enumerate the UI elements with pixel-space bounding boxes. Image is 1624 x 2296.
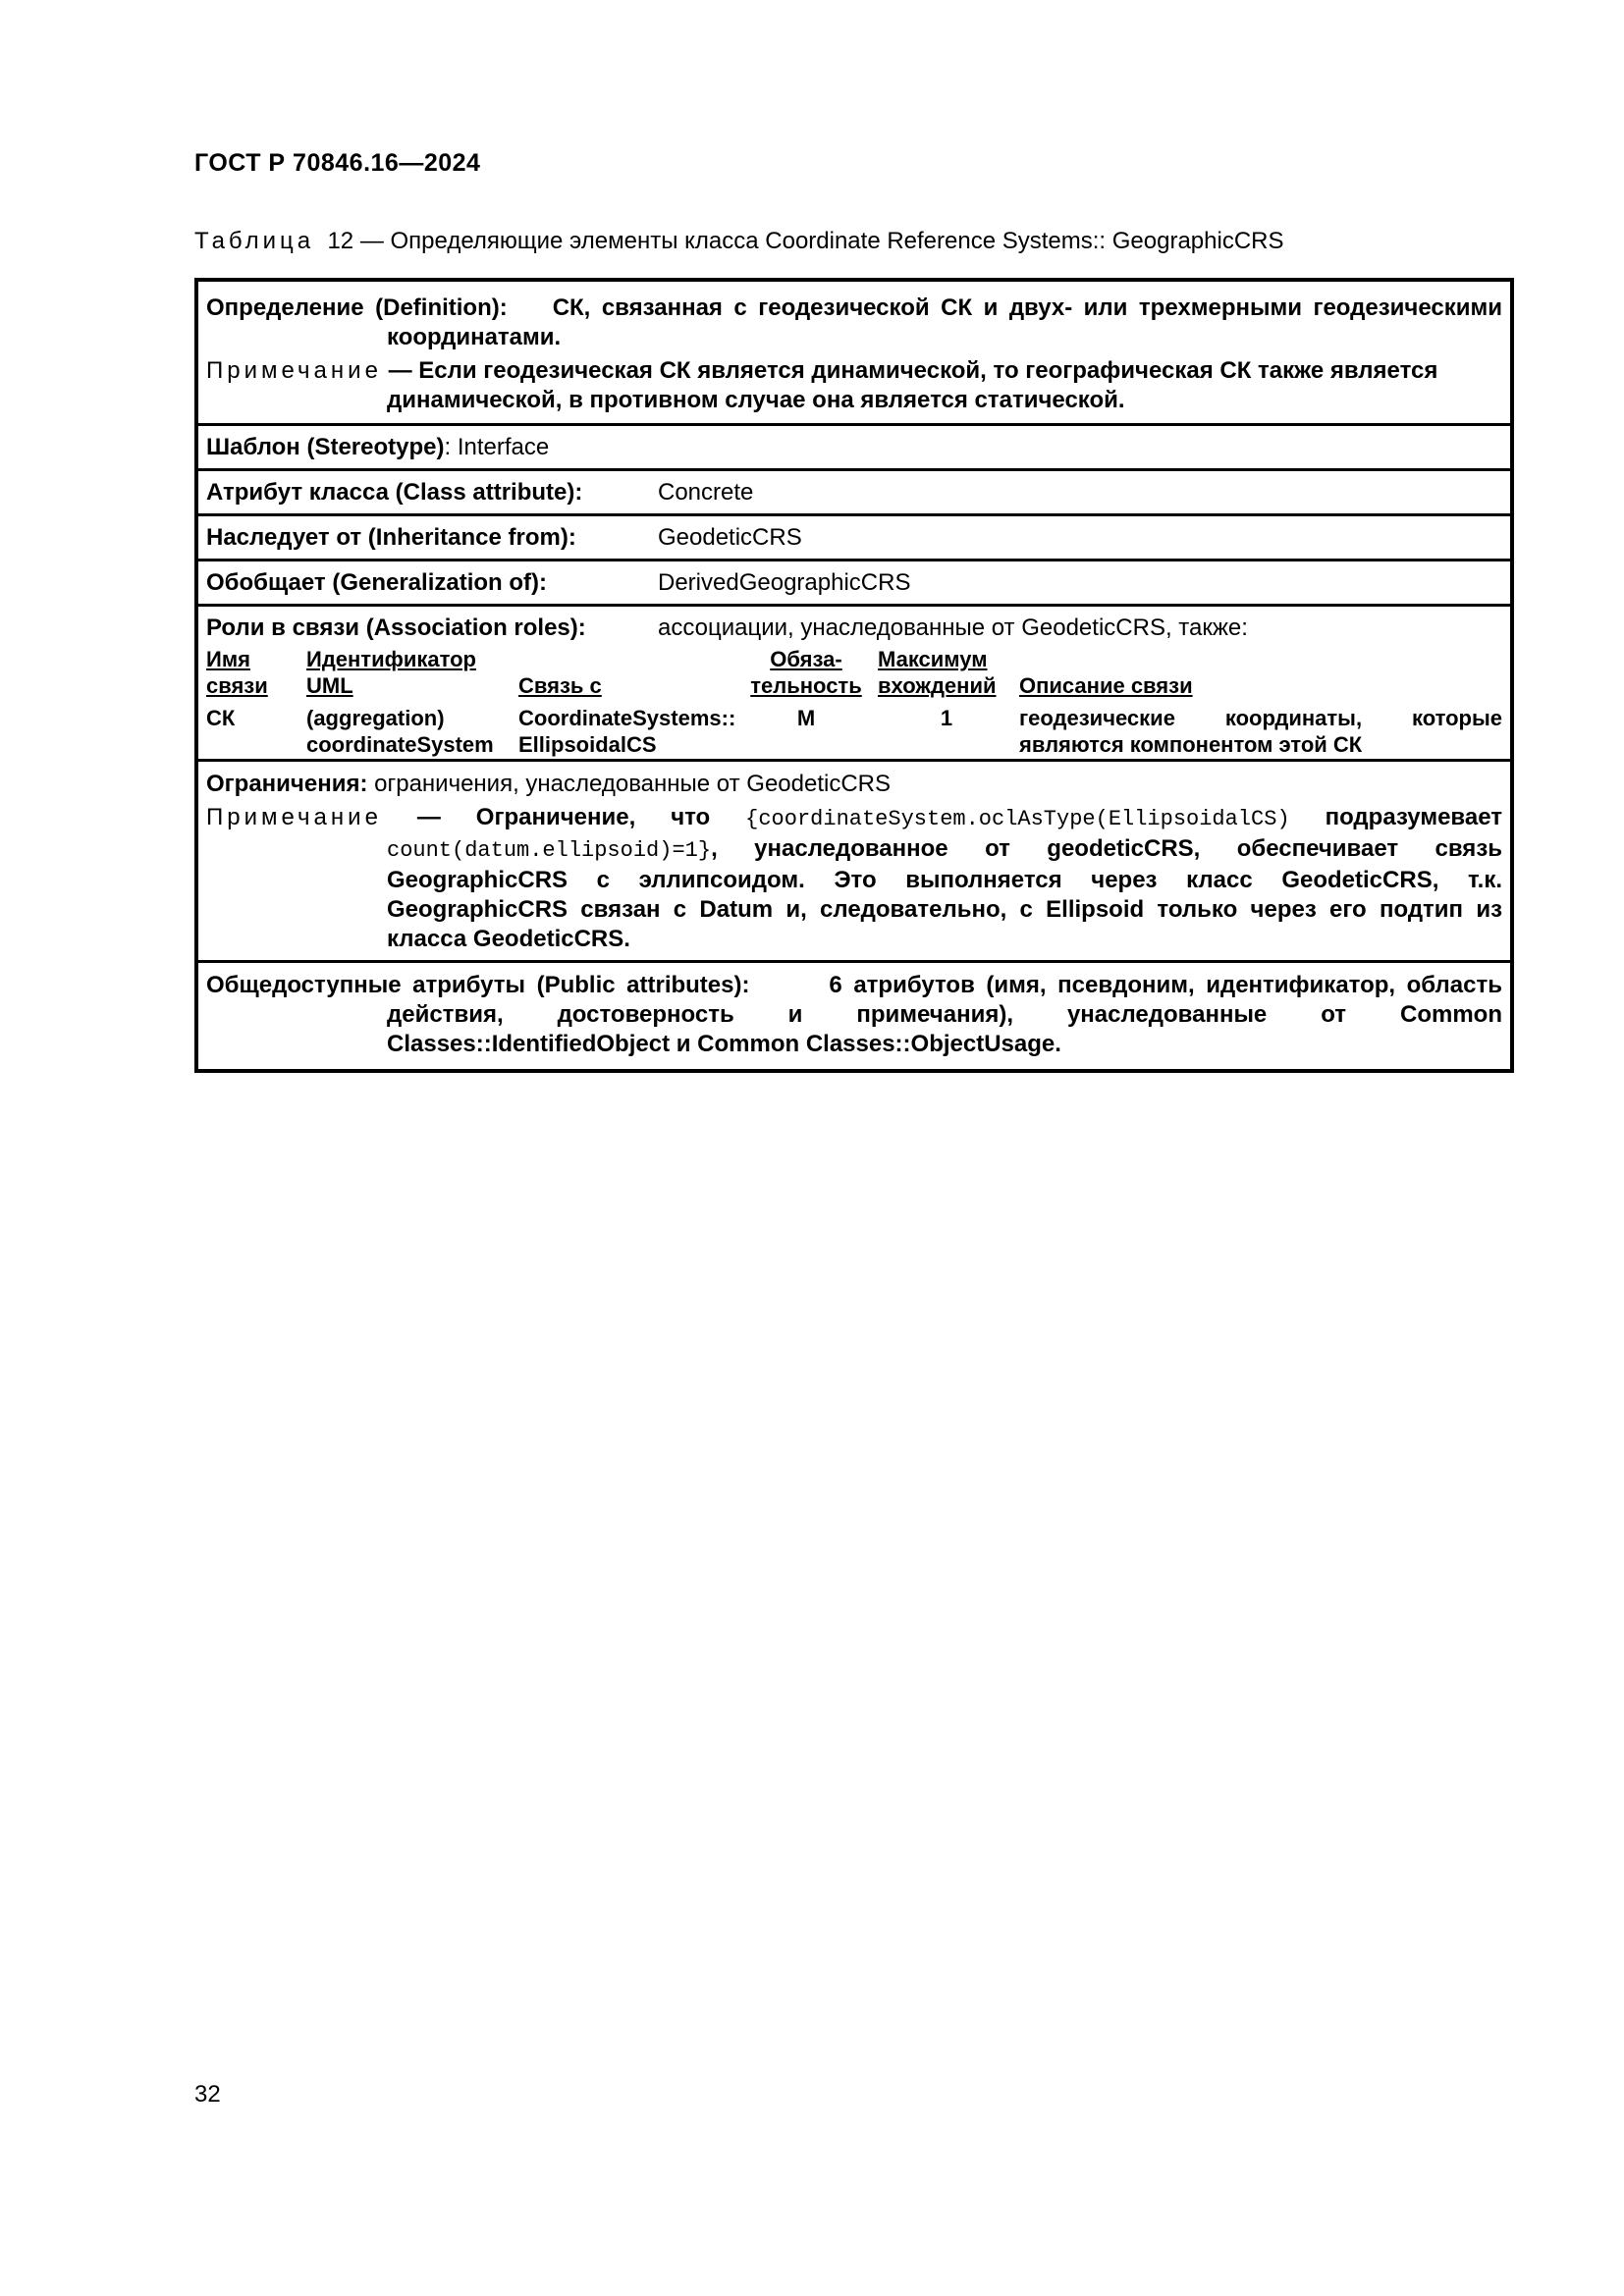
assoc-row-uml-1: (aggregation): [306, 706, 445, 730]
class-attribute-value: Concrete: [658, 479, 754, 506]
constraints-note-c: , унаследованное от geodeticCRS, обеспечивает связь GeographicCRS с эллипсоидом. Это выполняется через класс GeodeticCRS, т.к. GeographicCRS связан с Datum и, следовательно, с Ellipsoid только через его подтип из класса GeodeticCRS.: [387, 835, 1502, 952]
class-attribute-row: [198, 471, 1510, 516]
constraints-note-code2: count(datum.ellipsoid)=1}: [387, 838, 712, 863]
assoc-header-name-1: Имя: [206, 647, 250, 671]
association-value: ассоциации, унаследованные от GeodeticCRS, также:: [658, 614, 1248, 641]
constraints-note: [206, 803, 1502, 954]
assoc-header-oblig-1: Обяза-: [770, 647, 842, 671]
definition-note-text: — Если геодезическая СК является динамической, то географическая СК также является динамической, в противном случае она является статической.: [387, 357, 1438, 413]
assoc-header-link: [518, 672, 602, 699]
definition-block: [206, 294, 1502, 352]
assoc-row-desc-1b: координаты,: [1224, 706, 1363, 730]
stereotype-value: : Interface: [444, 434, 550, 460]
assoc-row-oblig: M: [796, 706, 816, 730]
table-caption-text: 12 — Определяющие элементы класса Coordinate Reference Systems:: GeographicCRS: [327, 228, 1284, 254]
inheritance-row: [198, 516, 1510, 561]
definition-note: [206, 356, 1502, 415]
assoc-header-name: [206, 646, 268, 699]
stereotype-label: Шаблон (Stereotype): [206, 434, 445, 460]
assoc-header-oblig: [748, 646, 864, 699]
assoc-row-desc: [1019, 705, 1502, 758]
constraints-label: Ограничения:: [206, 771, 368, 797]
definition-label: Определение (Definition):: [206, 294, 508, 321]
inheritance-value: GeodeticCRS: [658, 524, 802, 551]
assoc-row-desc-1a: геодезические: [1019, 706, 1175, 730]
class-definition-table: [194, 278, 1514, 1073]
constraints-row: [198, 762, 1510, 963]
assoc-header-max: [878, 646, 997, 699]
definition-text: СК, связанная с геодезической СК и двух- или трехмерными геодезическими координатами.: [387, 294, 1503, 350]
constraints-line: [206, 770, 1502, 799]
class-attribute-label: Атрибут класса (Class attribute):: [206, 479, 583, 506]
constraints-note-label: Примечание: [206, 804, 382, 830]
public-attributes-row: [198, 963, 1510, 1069]
assoc-header-max-1: Максимум: [878, 647, 988, 671]
public-attributes-label: Общедоступные атрибуты (Public attributes):: [206, 972, 750, 998]
assoc-row-desc-1c: которые: [1412, 706, 1502, 730]
assoc-row-link-2: EllipsoidalCS: [518, 732, 657, 757]
public-attributes-block: [206, 971, 1502, 1059]
assoc-header-uml-1: Идентификатор: [306, 647, 476, 671]
constraints-note-code1: {coordinateSystem.oclAsType(EllipsoidalCS): [745, 807, 1290, 831]
page-number: 32: [194, 2081, 221, 2108]
definition-row: [198, 282, 1510, 426]
generalization-label: Обобщает (Generalization of):: [206, 569, 547, 596]
standard-title: ГОСТ Р 70846.16—2024: [194, 149, 481, 177]
assoc-header-name-2: связи: [206, 673, 268, 698]
assoc-row-link-1: CoordinateSystems::: [518, 706, 736, 730]
assoc-header-link-text: Связь с: [518, 673, 602, 698]
assoc-header-desc-text: Описание связи: [1019, 673, 1193, 698]
assoc-header-uml: [306, 646, 476, 699]
inheritance-label: Наследует от (Inheritance from):: [206, 524, 576, 551]
generalization-row: [198, 561, 1510, 607]
constraints-text: ограничения, унаследованные от GeodeticCRS: [367, 771, 892, 797]
table-caption: [194, 228, 1284, 255]
assoc-row-name: СК: [206, 706, 236, 730]
stereotype-cell: [206, 433, 549, 462]
assoc-row-desc-2: являются компонентом этой СК: [1019, 732, 1363, 757]
assoc-header-desc: [1019, 672, 1193, 699]
assoc-row-uml: [306, 705, 494, 758]
generalization-value: DerivedGeographicCRS: [658, 569, 911, 596]
assoc-row-max: 1: [940, 706, 953, 730]
association-label: Роли в связи (Association roles):: [206, 614, 586, 641]
stereotype-row: [198, 426, 1510, 471]
definition-note-label: Примечание: [206, 357, 382, 384]
public-attributes-text: 6 атрибутов (имя, псевдоним, идентификатор, область действия, достоверность и примечания), унаследованные от Common Classes::IdentifiedObject и Common Classes::ObjectUsage.: [387, 972, 1502, 1057]
assoc-header-max-2: вхождений: [878, 673, 997, 698]
table-caption-prefix: Таблица: [194, 228, 315, 254]
constraints-note-a: — Ограничение, что: [416, 804, 746, 830]
association-row: [198, 607, 1510, 762]
assoc-row-link: [518, 705, 735, 758]
constraints-note-b: подразумевает: [1289, 804, 1502, 830]
assoc-row-uml-2: coordinateSystem: [306, 732, 494, 757]
assoc-row-desc-line1: [1019, 705, 1502, 731]
assoc-header-oblig-2: тельность: [750, 673, 862, 698]
assoc-header-uml-2: UML: [306, 673, 353, 698]
